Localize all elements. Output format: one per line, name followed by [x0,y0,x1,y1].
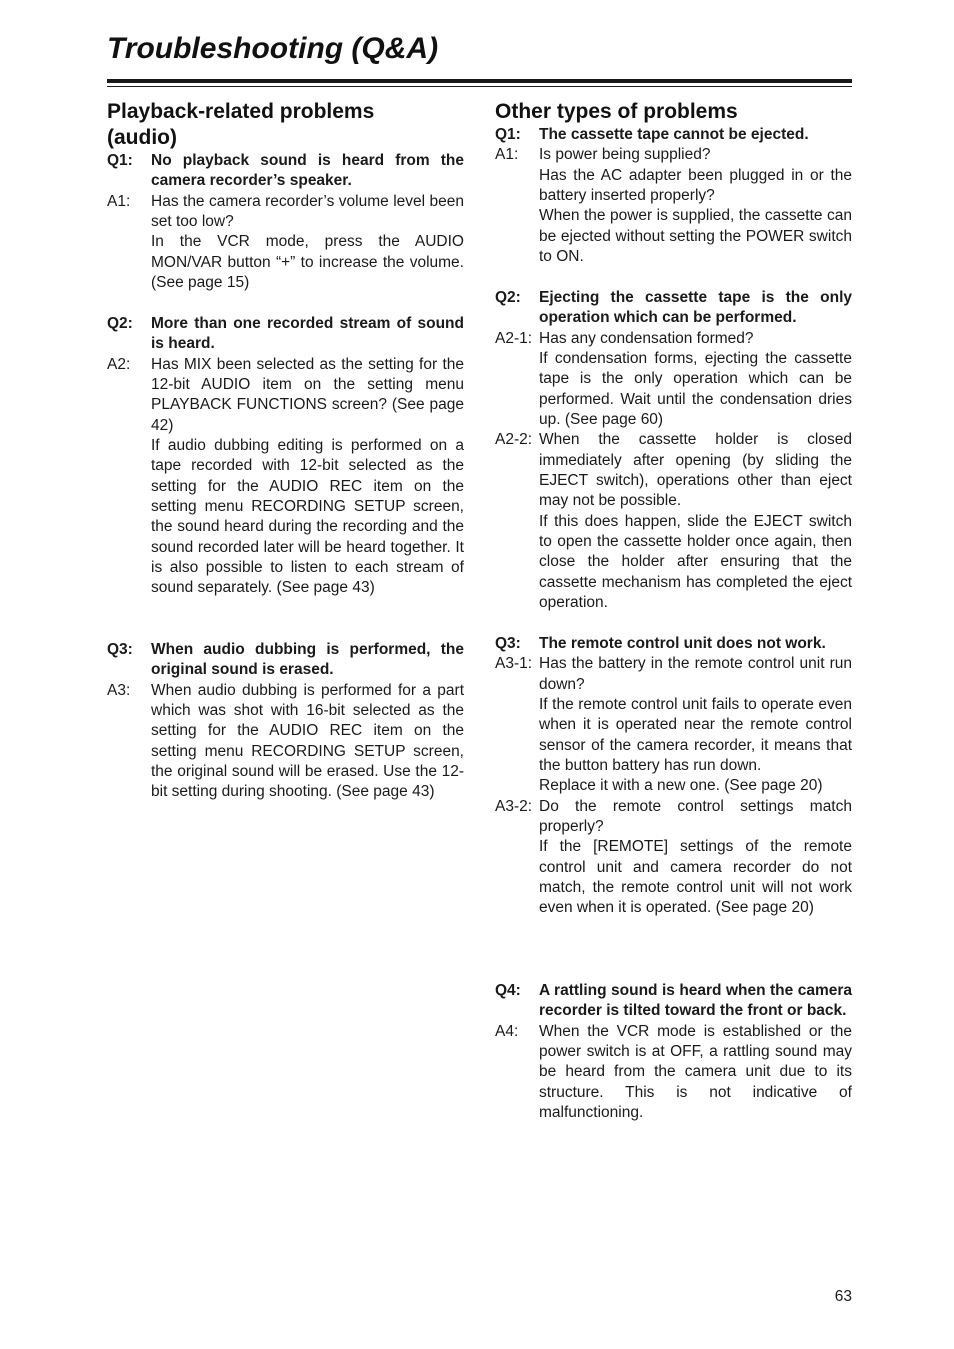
question-text: No playback sound is heard from the camera recorder’s speaker. [151,152,464,190]
question-text: More than one recorded stream of sound is heard. [151,315,464,353]
qa-item-other-q4 [495,981,852,1123]
answer-row [495,797,852,919]
question-label: Q3: [495,635,521,652]
question-label: Q2: [495,289,521,306]
answer-paragraph: Replace it with a new one. (See page 20) [539,777,823,795]
answer-row [107,355,464,599]
qa-item-other-q3 [495,634,852,919]
answer-text [151,355,464,599]
question-label: Q4: [495,982,521,999]
answer-text [539,329,852,431]
question-label: Q3: [107,641,133,658]
answer-row [495,1022,852,1124]
answer-paragraph: If this does happen, slide the EJECT switch to open the cassette holder once again, then close the holder after ensuring that the cassette mechanism has completed the eject operation. [539,512,852,612]
answer-paragraph: When the VCR mode is established or the power switch is at OFF, a rattling sound may be heard from the camera unit due to its structure. This is not indicative of malfunctioning. [539,1022,852,1122]
question-label: Q1: [495,126,521,143]
answer-text [151,192,464,294]
question-row [107,640,464,681]
question-text: Ejecting the cassette tape is the only operation which can be performed. [539,289,852,327]
title-rule-thin [107,86,852,87]
answer-row [107,681,464,803]
question-row [495,981,852,1022]
qa-item-playback-q1 [107,151,464,293]
qa-item-playback-q3 [107,640,464,803]
answer-paragraph: When the cassette holder is closed immediately after opening (by sliding the EJECT switch), operations other than eject may not be possible. [539,431,852,510]
qa-item-other-q1 [495,125,852,267]
answer-paragraph: If condensation forms, ejecting the cassette tape is the only operation which can be performed. Wait until the condensation dries up. (See page 60) [539,350,852,429]
answer-row [495,329,852,431]
answer-label: A3: [107,681,131,699]
question-label: Q2: [107,315,133,332]
answer-paragraph: Has MIX been selected as the setting for the 12-bit AUDIO item on the setting menu PLAYBACK FUNCTIONS screen? (See page 42) [151,355,464,434]
answer-paragraph: Is power being supplied? [539,146,711,164]
question-label: Q1: [107,152,133,169]
question-row [495,634,852,654]
question-row [495,125,852,145]
answer-paragraph: Has the battery in the remote control unit run down? [539,655,852,693]
qa-item-playback-q2 [107,314,464,599]
question-row [107,314,464,355]
answer-paragraph: Do the remote control settings match properly? [539,797,852,836]
answer-label: A1: [495,146,519,164]
answer-paragraph: If the remote control unit fails to operate even when it is operated near the remote control sensor of the camera recorder, it means that the button battery has run down. [539,696,852,775]
answer-paragraph: If the [REMOTE] settings of the remote control unit and camera recorder do not match, the remote control unit will not work even when it is operated. (See page 20) [539,838,852,917]
question-text: When audio dubbing is performed, the original sound is erased. [151,641,464,679]
answer-text [151,681,464,803]
answer-label: A2: [107,355,131,373]
page-title: Troubleshooting (Q&A) [107,32,439,65]
answer-label: A2-2: [495,431,533,449]
answer-paragraph: Has the camera recorder’s volume level been set too low? [151,192,464,231]
page-number: 63 [834,1288,852,1305]
answer-paragraph: Has the AC adapter been plugged in or the battery inserted properly? [539,166,852,205]
answer-label: A3-2: [495,797,533,815]
answer-row [495,654,852,796]
answer-text [539,654,852,796]
section-heading-playback-audio: Playback-related problems (audio) [107,100,375,149]
question-text: A rattling sound is heard when the camera recorder is tilted toward the front or back. [539,982,852,1020]
answer-text [539,797,852,919]
question-row [107,151,464,192]
answer-label: A1: [107,192,131,210]
answer-paragraph: If audio dubbing editing is performed on a tape recorded with 12-bit selected as the setting for the AUDIO REC item on the setting menu RECORDING SETUP screen, the sound heard during the recording and the sound recorded later will be heard together. It is also possible to listen to each stream of sound separately. (See page 43) [151,437,464,597]
answer-paragraph: In the VCR mode, press the AUDIO MON/VAR button “+” to increase the volume. (See page 15) [151,233,464,292]
answer-row [107,192,464,294]
answer-text [539,145,852,267]
question-text: The cassette tape cannot be ejected. [539,126,809,143]
answer-text [539,1022,852,1124]
answer-row [495,430,852,613]
section-heading-other-problems: Other types of problems [495,100,738,123]
answer-paragraph: Has any condensation formed? [539,329,754,347]
title-rule-thick [107,79,852,83]
answer-label: A4: [495,1022,519,1040]
answer-paragraph: When the power is supplied, the cassette can be ejected without setting the POWER switch to ON. [539,207,852,266]
question-text: The remote control unit does not work. [539,635,826,652]
answer-row [495,145,852,267]
question-row [495,288,852,329]
answer-text [539,430,852,613]
answer-label: A2-1: [495,329,533,347]
answer-paragraph: When audio dubbing is performed for a part which was shot with 16-bit selected as the setting for the AUDIO REC item on the setting menu RECORDING SETUP screen, the original sound will be erased. Use the 12-bit setting during shooting. (See page 43) [151,681,464,801]
answer-label: A3-1: [495,655,533,673]
qa-item-other-q2 [495,288,852,614]
